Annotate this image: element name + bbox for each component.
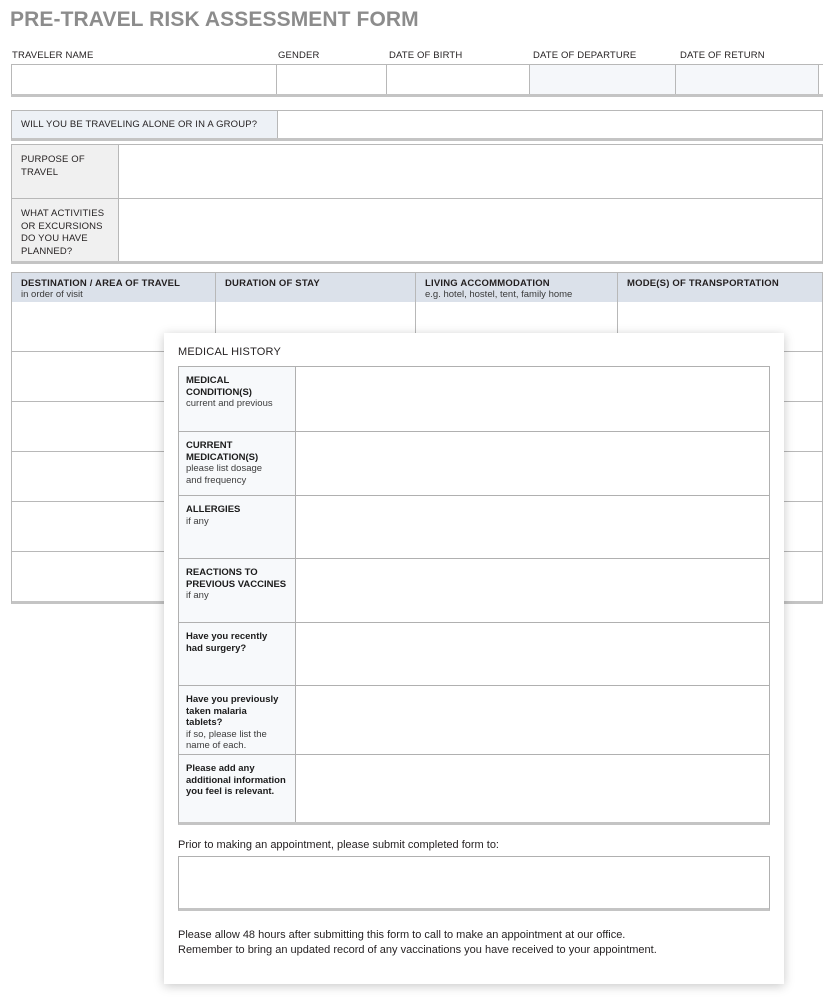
medical-history-label-primary: Have you recently had surgery? (186, 631, 268, 654)
destination-table-header (12, 273, 822, 302)
destination-column-title: MODE(S) OF TRANSPORTATION (627, 278, 779, 289)
medical-history-label-primary: CURRENT MEDICATION(S) (186, 440, 259, 463)
medical-history-input[interactable] (296, 623, 769, 685)
destination-column-title: LIVING ACCOMMODATION (425, 278, 550, 289)
medical-history-input[interactable] (296, 432, 769, 495)
purpose-activity-label: PURPOSE OF TRAVEL (12, 145, 119, 198)
purpose-activity-row (12, 145, 822, 198)
medical-history-label-hint: current and previous (186, 398, 273, 409)
medical-history-input[interactable] (296, 755, 769, 822)
identity-column-label: DATE OF RETURN (680, 50, 765, 61)
medical-history-label (179, 686, 296, 754)
identity-input-cell[interactable] (11, 65, 277, 94)
page-title: PRE-TRAVEL RISK ASSESSMENT FORM (10, 8, 419, 31)
destination-column-subtitle: in order of visit (21, 289, 83, 300)
identity-input-cell[interactable] (675, 65, 819, 94)
medical-history-table (178, 366, 770, 825)
medical-history-input[interactable] (296, 367, 769, 431)
purpose-activity-row (12, 198, 822, 261)
travel-group-label: WILL YOU BE TRAVELING ALONE OR IN A GROUP? (12, 111, 278, 138)
destination-column-title: DURATION OF STAY (225, 278, 320, 289)
medical-history-row (179, 431, 769, 495)
footer-line-2: Remember to bring an updated record of any vaccinations you have received to your appointment. (178, 944, 657, 956)
medical-history-row (179, 622, 769, 685)
medical-history-input[interactable] (296, 496, 769, 558)
destination-column-subtitle: e.g. hotel, hostel, tent, family home (425, 289, 573, 300)
medical-history-label (179, 432, 296, 495)
purpose-activities-table (11, 144, 823, 264)
medical-history-title: MEDICAL HISTORY (178, 346, 282, 358)
medical-history-label-primary: Have you previously taken malaria tablets? (186, 694, 279, 728)
identity-input-row (11, 64, 823, 97)
medical-history-label-hint: if so, please list the name of each. (186, 728, 267, 751)
footer-line-1: Please allow 48 hours after submitting this form to call to make an appointment at our office. (178, 929, 626, 941)
medical-history-label (179, 496, 296, 558)
medical-history-row (179, 558, 769, 622)
medical-history-label (179, 623, 296, 685)
medical-history-label-primary: REACTIONS TO PREVIOUS VACCINES (186, 567, 287, 590)
medical-history-row (179, 495, 769, 558)
medical-history-input[interactable] (296, 559, 769, 622)
footer-notes (178, 928, 657, 958)
destination-column-header (416, 273, 618, 302)
medical-history-row (179, 685, 769, 754)
identity-column-label: DATE OF BIRTH (389, 50, 463, 61)
identity-column-label: TRAVELER NAME (12, 50, 94, 61)
medical-history-label-primary: MEDICAL CONDITION(S) (186, 375, 252, 398)
medical-history-input[interactable] (296, 686, 769, 754)
purpose-activity-label: WHAT ACTIVITIES OR EXCURSIONS DO YOU HAVE PLANNED? (12, 199, 119, 261)
identity-input-cell[interactable] (529, 65, 676, 94)
medical-history-label (179, 367, 296, 431)
travel-group-row (11, 110, 823, 141)
submit-destination-input[interactable] (178, 856, 770, 911)
destination-column-header (12, 273, 216, 302)
medical-history-label-hint: please list dosage and frequency (186, 463, 263, 486)
purpose-activity-input[interactable] (119, 199, 822, 261)
medical-history-label-primary: Please add any additional information you feel is relevant. (186, 763, 286, 797)
medical-history-label-hint: if any (186, 590, 209, 601)
medical-history-label (179, 559, 296, 622)
identity-header-labels (0, 50, 834, 62)
medical-history-label-hint: if any (186, 515, 209, 527)
travel-group-input[interactable] (278, 111, 822, 138)
medical-history-row (179, 367, 769, 431)
identity-column-label: GENDER (278, 50, 320, 61)
identity-input-cell[interactable] (386, 65, 530, 94)
identity-input-cell[interactable] (276, 65, 387, 94)
destination-column-header (618, 273, 822, 302)
medical-history-row (179, 754, 769, 822)
medical-history-label (179, 755, 296, 822)
destination-column-title: DESTINATION / AREA OF TRAVEL (21, 278, 181, 289)
identity-column-label: DATE OF DEPARTURE (533, 50, 637, 61)
submit-instruction-text: Prior to making an appointment, please submit completed form to: (178, 839, 499, 851)
purpose-activity-input[interactable] (119, 145, 822, 198)
medical-history-panel (164, 333, 784, 984)
destination-column-header (216, 273, 416, 302)
medical-history-label-primary: ALLERGIES (186, 504, 241, 515)
